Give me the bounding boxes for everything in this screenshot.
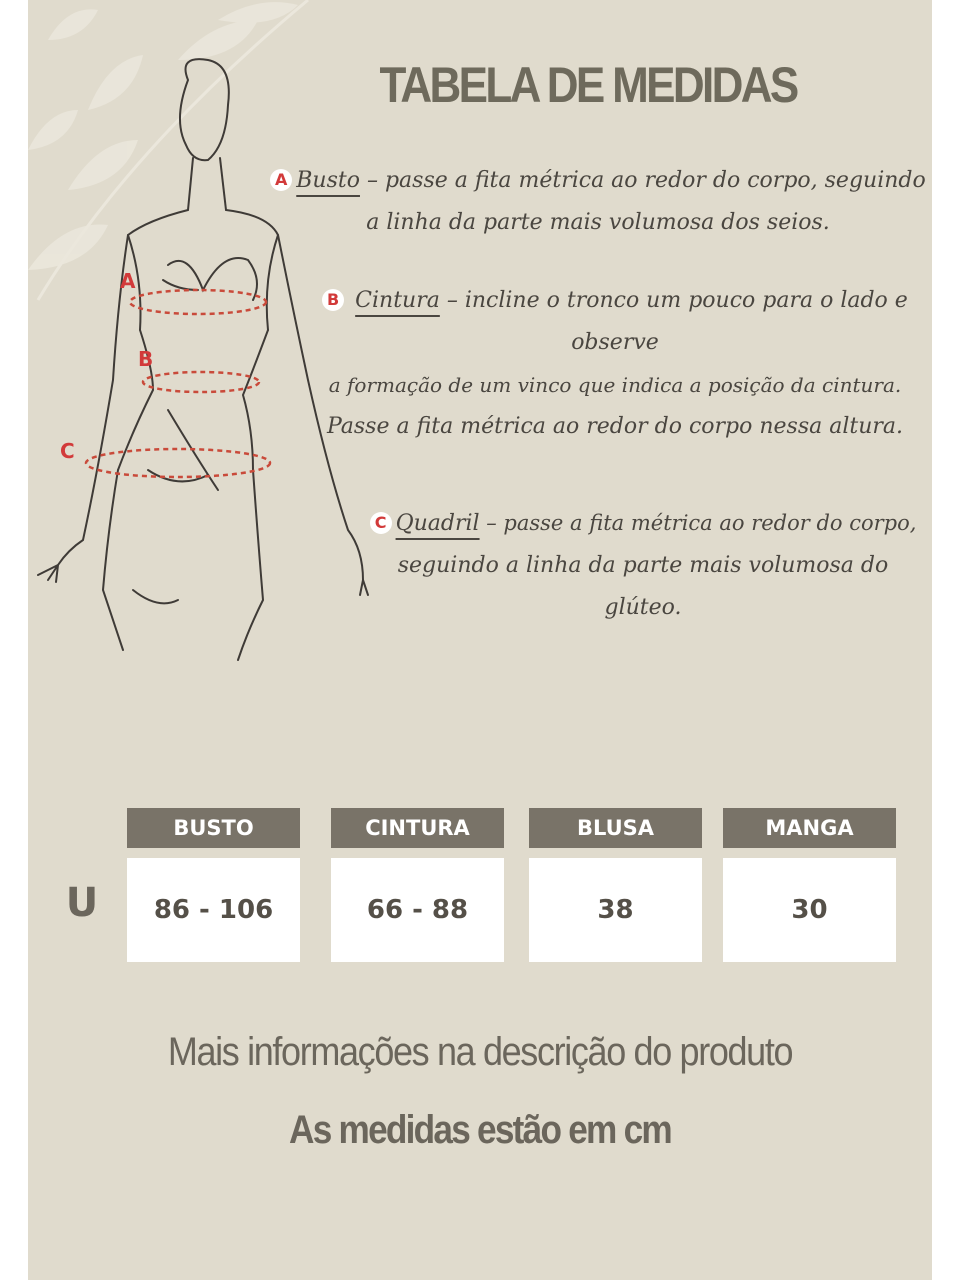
header-bust: BUSTO bbox=[127, 808, 300, 848]
waist-text-1: – incline o tronco um pouco para o lado e bbox=[439, 288, 908, 313]
value-waist: 66 - 88 bbox=[331, 858, 504, 962]
units-note: As medidas estão em cm bbox=[289, 1108, 671, 1152]
hip-text-2: seguindo a linha da parte mais volumosa do bbox=[397, 553, 889, 578]
bust-text-2: a linha da parte mais volumosa dos seios. bbox=[366, 210, 830, 235]
badge-b: B bbox=[322, 289, 344, 311]
measurement-bust bbox=[268, 160, 928, 244]
term-hip: Quadril bbox=[395, 511, 480, 536]
waist-text-2: observe bbox=[571, 330, 659, 355]
value-bust: 86 - 106 bbox=[127, 858, 300, 962]
info-note: Mais informações na descrição do produto bbox=[167, 1030, 793, 1074]
bust-text-1: – passe a fita métrica ao redor do corpo, seguindo bbox=[359, 168, 926, 193]
value-blouse: 38 bbox=[529, 858, 702, 962]
measurement-hip bbox=[358, 502, 928, 629]
measurement-waist bbox=[308, 280, 922, 448]
header-waist: CINTURA bbox=[331, 808, 504, 848]
badge-c: C bbox=[370, 512, 392, 534]
marker-c: C bbox=[60, 439, 75, 463]
term-bust: Busto bbox=[296, 168, 360, 193]
header-blouse: BLUSA bbox=[529, 808, 702, 848]
header-sleeve: MANGA bbox=[723, 808, 896, 848]
term-waist: Cintura bbox=[355, 288, 440, 313]
value-sleeve: 30 bbox=[723, 858, 896, 962]
hip-text-1: – passe a fita métrica ao redor do corpo, bbox=[479, 511, 917, 535]
waist-text-4: Passe a fita métrica ao redor do corpo nessa altura. bbox=[326, 414, 904, 439]
waist-text-3: a formação de um vinco que indica a posição da cintura. bbox=[328, 373, 902, 397]
marker-a: A bbox=[120, 269, 136, 293]
size-label: U bbox=[65, 880, 99, 926]
size-chart-sheet bbox=[28, 0, 932, 1280]
hip-text-3: glúteo. bbox=[604, 595, 682, 620]
marker-b: B bbox=[138, 347, 154, 371]
page-title: TABELA DE MEDIDAS bbox=[379, 57, 797, 113]
badge-a: A bbox=[270, 169, 292, 191]
